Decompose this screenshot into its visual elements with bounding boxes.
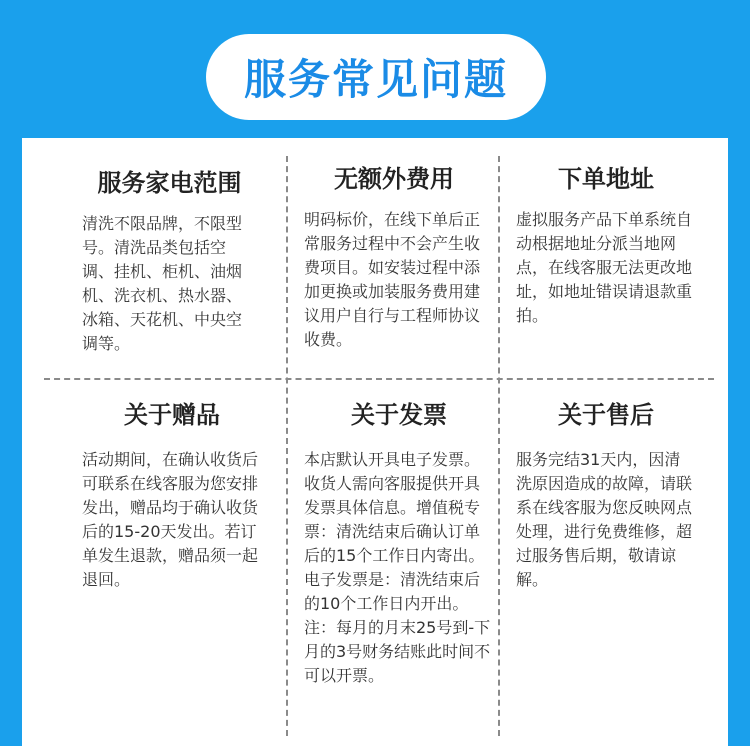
card-title: 关于售后 — [558, 401, 654, 429]
page-title: 服务常见问题 — [206, 34, 546, 120]
faq-panel — [22, 138, 728, 746]
card-body: 清洗不限品牌，不限型号。清洗品类包括空调、挂机、柜机、油烟机、洗衣机、热水器、冰箱、天花机、中央空调等。 — [82, 214, 243, 353]
card-body: 服务完结31天内，因清洗原因造成的故障，请联系在线客服为您反映网点处理，进行免费维修，超过服务售后期，敬请谅解。 — [516, 450, 693, 589]
card-body: 明码标价，在线下单后正常服务过程中不会产生收费项目。如安装过程中添加更换或加装服务费用建议用户自行与工程师协议收费。 — [304, 210, 481, 349]
faq-card-after-sales — [516, 400, 696, 592]
faq-card-invoice — [304, 400, 494, 688]
card-title: 关于赠品 — [124, 401, 220, 429]
card-title: 关于发票 — [351, 401, 447, 429]
faq-card-order-address — [516, 164, 696, 328]
card-body: 本店默认开具电子发票。收货人需向客服提供开具发票具体信息。增值税专票：清洗结束后确认订单后的15个工作日内寄出。电子发票是：清洗结束后的10个工作日内开出。注：每月的月末25号到-下月的3号财务结账此时间不可以开票。 — [304, 450, 491, 685]
column-divider — [286, 156, 288, 736]
faq-card-gifts — [82, 400, 262, 592]
card-title: 下单地址 — [558, 165, 654, 193]
column-divider — [498, 156, 500, 736]
card-body: 活动期间，在确认收货后可联系在线客服为您安排发出，赠品均于确认收货后的15-20天发出。若订单发生退款，赠品须一起退回。 — [82, 450, 259, 589]
row-divider — [44, 378, 714, 380]
card-body: 虚拟服务产品下单系统自动根据地址分派当地网点，在线客服无法更改地址，如地址错误请退款重拍。 — [516, 210, 693, 325]
card-title: 服务家电范围 — [97, 169, 242, 197]
faq-card-service-range — [82, 168, 257, 356]
card-title: 无额外费用 — [334, 165, 454, 193]
faq-card-no-extra-fee — [304, 164, 484, 352]
